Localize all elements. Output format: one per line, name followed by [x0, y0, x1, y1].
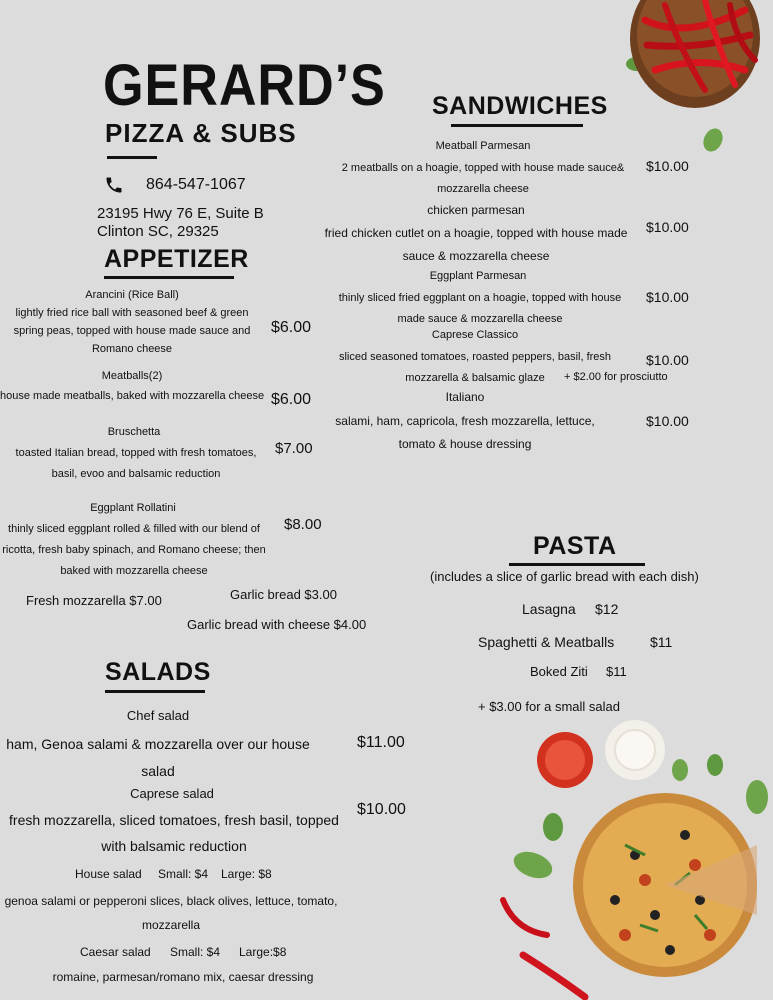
pasta-item-name: Spaghetti & Meatballs — [478, 634, 615, 650]
sandwich-item-name: Italiano — [445, 390, 485, 404]
salad-small-price: Small: $4 — [170, 945, 221, 959]
sandwich-item-desc: salami, ham, capricola, fresh mozzarella, lettuce, tomato & house dressing — [335, 414, 595, 451]
fresh-mozzarella-item: Fresh mozzarella $7.00 — [26, 593, 162, 608]
address-line-1: 23195 Hwy 76 E, Suite B — [97, 205, 264, 222]
salad-item-price: $11.00 — [357, 734, 405, 751]
sandwich-item-desc: thinly sliced fried eggplant on a hoagie, topped with house made sauce & mozzarella cheese — [338, 292, 622, 325]
appetizer-divider — [104, 276, 234, 279]
appetizer-item-desc: house made meatballs, baked with mozzarella cheese — [0, 390, 265, 402]
pasta-heading: PASTA — [533, 532, 617, 560]
appetizer-item-desc: lightly fried rice ball with seasoned beef & green spring peas, topped with house made sauce and Romano cheese — [13, 307, 251, 355]
sandwich-item-desc: sliced seasoned tomatoes, roasted peppers, basil, fresh mozzarella & balsamic glaze — [338, 351, 612, 384]
salad-small-price: Small: $4 — [158, 867, 209, 881]
sandwich-item-price: $10.00 — [646, 413, 689, 429]
sandwiches-divider — [451, 124, 583, 127]
sandwich-item-price: $10.00 — [646, 289, 689, 305]
pizza-illustration — [495, 715, 773, 1000]
brand-divider — [107, 156, 157, 159]
salad-item-desc: fresh mozzarella, sliced tomatoes, fresh basil, topped with balsamic reduction — [9, 812, 339, 854]
salad-item-name: Caprese salad — [130, 786, 214, 801]
salad-item-name: Caesar salad — [80, 945, 151, 959]
small-salad-addon: + $3.00 for a small salad — [478, 699, 620, 714]
sandwich-item-name: Caprese Classico — [431, 329, 519, 341]
garlic-bread-item: Garlic bread $3.00 — [230, 587, 337, 602]
phone-icon — [104, 175, 124, 195]
phone-number[interactable]: 864-547-1067 — [146, 176, 246, 193]
appetizer-item-price: $7.00 — [275, 440, 313, 457]
garlic-bread-cheese-item: Garlic bread with cheese $4.00 — [187, 617, 367, 632]
pasta-item-price: $11 — [650, 634, 673, 650]
sandwich-item-desc: 2 meatballs on a hoagie, topped with house made sauce& mozzarella cheese — [341, 162, 625, 195]
restaurant-name: GERARD’S — [103, 53, 386, 118]
salad-item-name: Chef salad — [126, 708, 190, 723]
pasta-item-price: $12 — [595, 601, 619, 617]
pasta-item-name: Lasagna — [522, 601, 576, 617]
pasta-item-name: Boked Ziti — [530, 664, 588, 679]
salads-divider — [105, 690, 205, 693]
salad-item-desc: genoa salami or pepperoni slices, black olives, lettuce, tomato, mozzarella — [4, 894, 338, 932]
sandwiches-heading: SANDWICHES — [432, 92, 608, 120]
appetizer-item-name: Arancini (Rice Ball) — [85, 289, 179, 301]
salad-large-price: Large: $8 — [221, 867, 272, 881]
sandwich-item-price: $10.00 — [646, 158, 689, 174]
sandwich-item-price: $10.00 — [646, 352, 689, 368]
appetizer-item-desc: toasted Italian bread, topped with fresh tomatoes, basil, evoo and balsamic reduction — [15, 447, 257, 480]
sandwich-item-name: chicken parmesan — [427, 203, 525, 217]
pasta-item-price: $11 — [606, 664, 627, 679]
chili-bowl-illustration — [585, 0, 773, 160]
restaurant-tagline: PIZZA & SUBS — [105, 118, 297, 148]
address-line-2: Clinton SC, 29325 — [97, 223, 219, 240]
appetizer-item-price: $6.00 — [271, 391, 312, 408]
sandwich-item-name: Eggplant Parmesan — [429, 270, 527, 282]
appetizer-item-name: Eggplant Rollatini — [90, 502, 176, 514]
sandwich-item-desc: fried chicken cutlet on a hoagie, topped with house made sauce & mozzarella cheese — [324, 226, 628, 263]
salad-item-price: $10.00 — [357, 801, 406, 818]
salads-heading: SALADS — [105, 658, 211, 686]
salad-item-desc: ham, Genoa salami & mozzarella over our house salad — [6, 736, 310, 779]
appetizer-heading: APPETIZER — [104, 245, 249, 273]
sandwich-item-name: Meatball Parmesan — [435, 140, 531, 152]
pasta-subtitle: (includes a slice of garlic bread with each dish) — [430, 569, 699, 584]
salad-item-name: House salad — [75, 867, 142, 881]
salad-large-price: Large:$8 — [239, 945, 287, 959]
appetizer-item-price: $6.00 — [271, 319, 312, 336]
appetizer-item-desc: thinly sliced eggplant rolled & filled with our blend of ricotta, fresh baby spinach, and Romano cheese; then baked with mozzarella cheese — [2, 523, 266, 577]
appetizer-item-name: Bruschetta — [107, 426, 161, 438]
appetizer-item-price: $8.00 — [284, 516, 322, 533]
salad-item-desc: romaine, parmesan/romano mix, caesar dressing — [52, 970, 314, 984]
prosciutto-addon: + $2.00 for prosciutto — [564, 371, 668, 383]
sandwich-item-price: $10.00 — [646, 219, 689, 235]
appetizer-item-name: Meatballs(2) — [101, 370, 163, 382]
